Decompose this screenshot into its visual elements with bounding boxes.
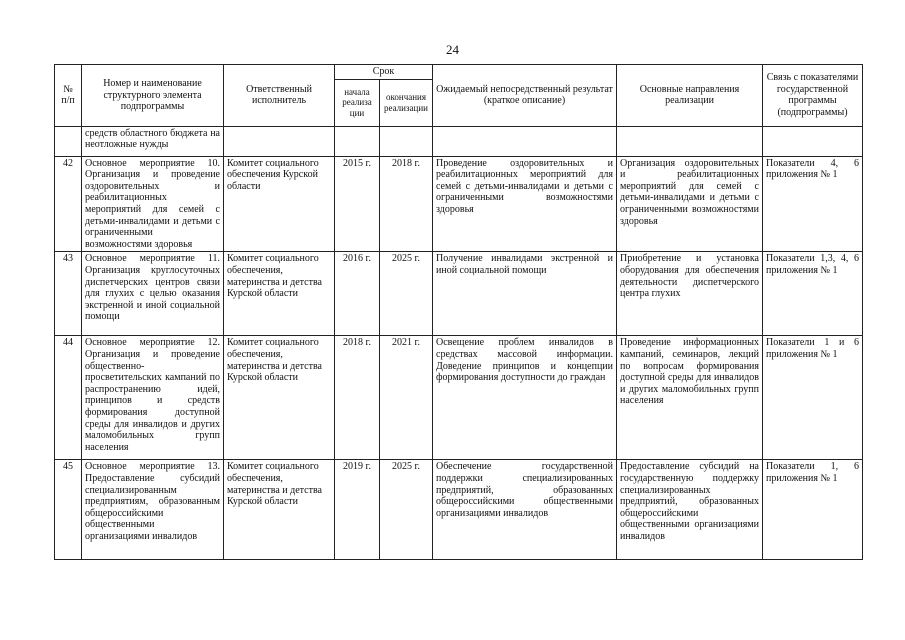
- header-num: № п/п: [55, 65, 82, 127]
- cell-link: Показатели 1 и 6 приложения № 1: [763, 336, 863, 460]
- cell-responsible: Комитет социального обеспечения, материнства и детства Курской области: [224, 460, 335, 560]
- cell-name: средств областного бюджета на неотложные нужды: [82, 126, 224, 156]
- cell-directions: Приобретение и установка оборудования для обеспечения деятельности диспетчерского центра глухих: [617, 252, 763, 336]
- cell-end: 2025 г.: [380, 252, 433, 336]
- cell-name: Основное мероприятие 13. Предоставление субсидий специализированным предприятиям, образованным общероссийскими общественными организациями инвалидов: [82, 460, 224, 560]
- table-row: [55, 336, 863, 460]
- cell-end: 2025 г.: [380, 460, 433, 560]
- page-number: 24: [446, 42, 459, 57]
- cell-start: 2015 г.: [335, 156, 380, 252]
- cell-num: 43: [55, 252, 82, 336]
- header-link: Связь с показателями государственной программы (подпрограммы): [763, 65, 863, 127]
- cell-end: 2021 г.: [380, 336, 433, 460]
- header-end: окончания реализации: [380, 79, 433, 126]
- cell-expected: Получение инвалидами экстренной и иной социальной помощи: [433, 252, 617, 336]
- cell-expected: Обеспечение государственной поддержки специализированных предприятий, образованных общероссийскими общественными организациями инвалидов: [433, 460, 617, 560]
- cell-responsible: Комитет социального обеспечения, материнства и детства Курской области: [224, 336, 335, 460]
- cell-link: Показатели 1, 6 приложения № 1: [763, 460, 863, 560]
- header-start: начала реализа ции: [335, 79, 380, 126]
- table-row-continuation: [55, 126, 863, 156]
- cell-responsible: Комитет социального обеспечения Курской области: [224, 156, 335, 252]
- table-row: [55, 460, 863, 560]
- cell-num: 45: [55, 460, 82, 560]
- table-row: [55, 252, 863, 336]
- cell-name: Основное мероприятие 10. Организация и проведение оздоровительных и реабилитационных мероприятий для семей с детьми-инвалидами и детьми с ограниченными возможностями здоровья: [82, 156, 224, 252]
- cell-link: Показатели 1,3, 4, 6 приложения № 1: [763, 252, 863, 336]
- program-table: [54, 64, 863, 560]
- header-expected: Ожидаемый непосредственный результат (краткое описание): [433, 65, 617, 127]
- cell-name: Основное мероприятие 12. Организация и проведение общественно-просветительских кампаний по распространению идей, принципов и средств формирования доступной среды для инвалидов и других маломобильных групп населения: [82, 336, 224, 460]
- cell-responsible: Комитет социального обеспечения, материнства и детства Курской области: [224, 252, 335, 336]
- cell-end: 2018 г.: [380, 156, 433, 252]
- cell-expected: Проведение оздоровительных и реабилитационных мероприятий для семей с детьми-инвалидами и детьми с ограниченными возможностями здоровья: [433, 156, 617, 252]
- cell-directions: Организация оздоровительных и реабилитационных мероприятий для семей с детьми-инвалидами и детьми с ограниченными возможностями здоровья: [617, 156, 763, 252]
- cell-num: 44: [55, 336, 82, 460]
- cell-start: 2016 г.: [335, 252, 380, 336]
- cell-name: Основное мероприятие 11. Организация круглосуточных диспетчерских центров связи для глухих с целью оказания экстренной и иной социальной помощи: [82, 252, 224, 336]
- cell-num: 42: [55, 156, 82, 252]
- header-responsible: Ответственный исполнитель: [224, 65, 335, 127]
- cell-directions: Проведение информационных кампаний, семинаров, лекций по вопросам формирования доступной среды для инвалидов и других маломобильных групп населения: [617, 336, 763, 460]
- table-row: [55, 156, 863, 252]
- cell-directions: Предоставление субсидий на государственную поддержку специализированных предприятий, образованных общероссийскими общественными организациями инвалидов: [617, 460, 763, 560]
- header-directions: Основные направления реализации: [617, 65, 763, 127]
- header-name: Номер и наименование структурного элемента подпрограммы: [82, 65, 224, 127]
- cell-start: 2019 г.: [335, 460, 380, 560]
- cell-start: 2018 г.: [335, 336, 380, 460]
- cell-link: Показатели 4, 6 приложения № 1: [763, 156, 863, 252]
- header-term: Срок: [335, 65, 433, 80]
- cell-expected: Освещение проблем инвалидов в средствах массовой информации. Доведение принципов и концепции формирования доступности до граждан: [433, 336, 617, 460]
